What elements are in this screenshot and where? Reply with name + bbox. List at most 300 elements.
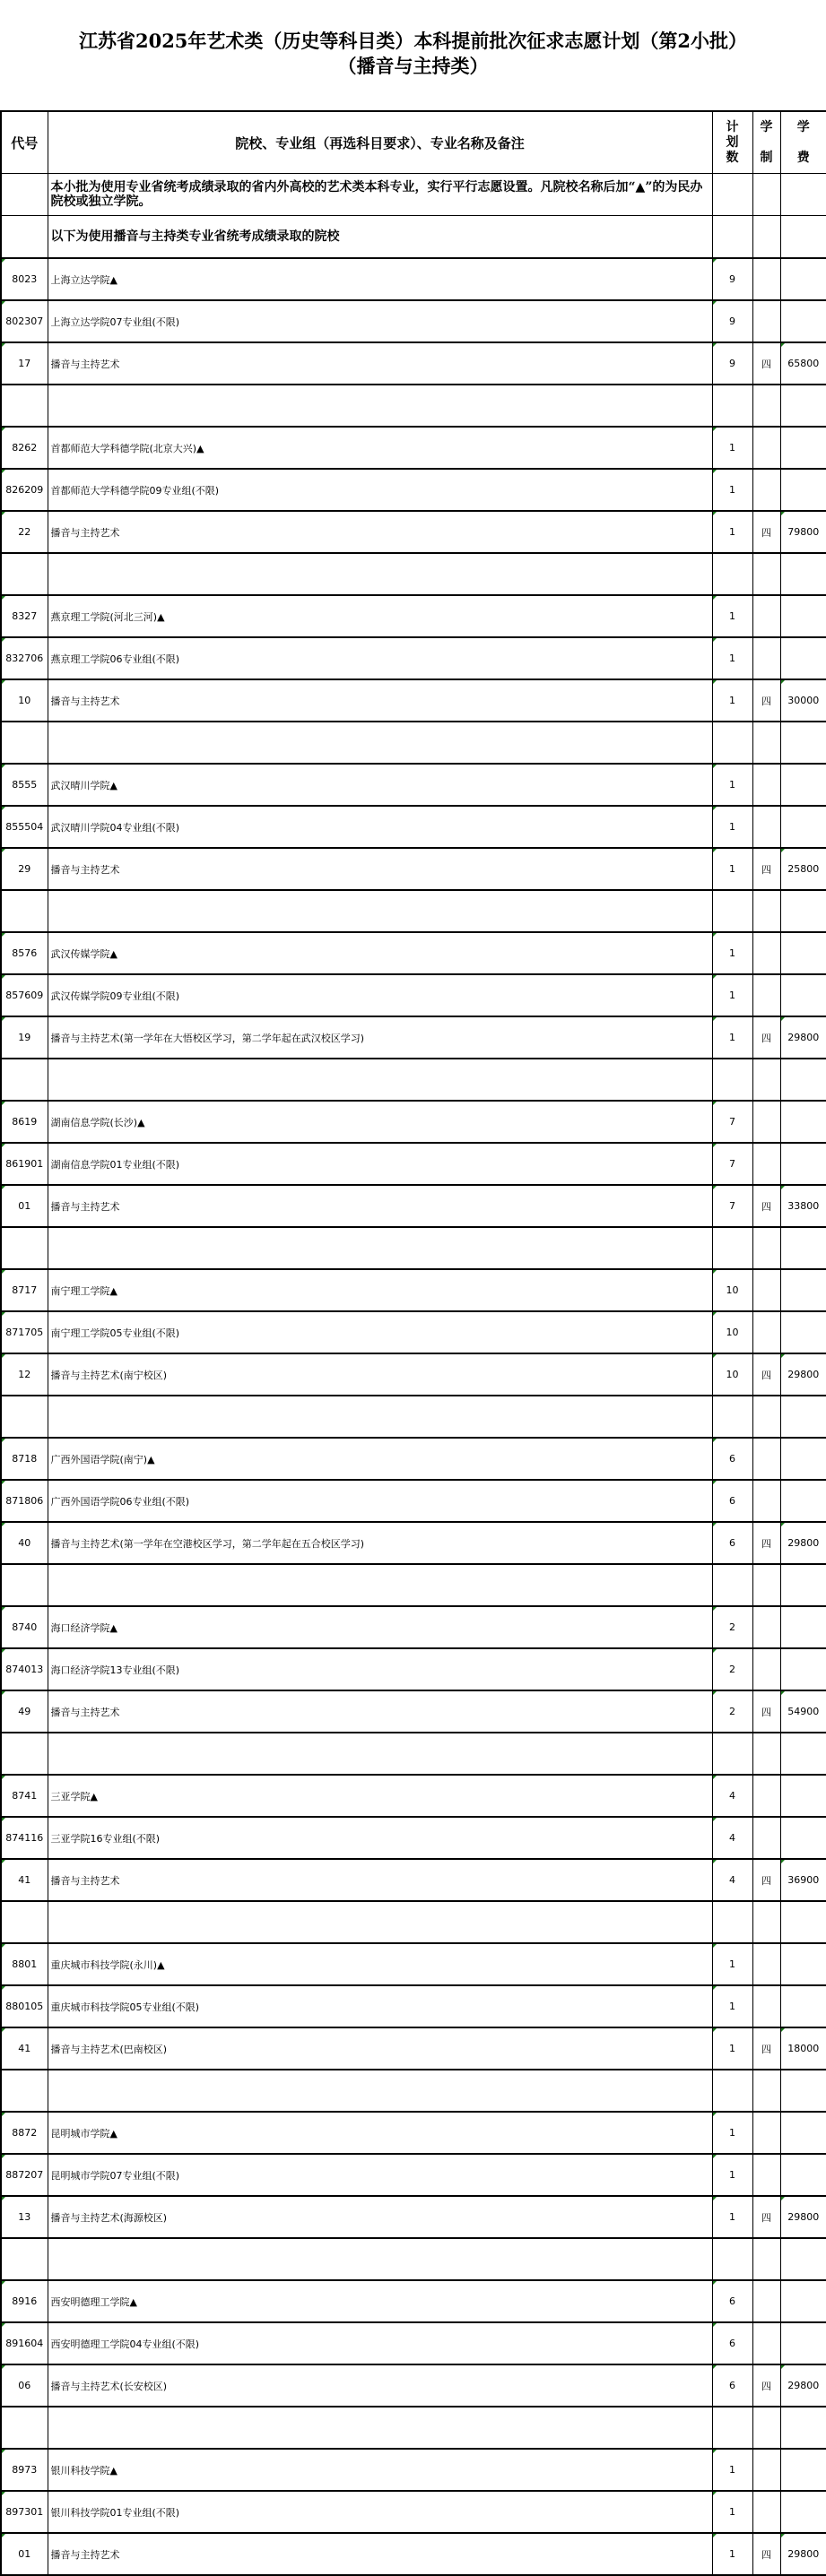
major-plan-text: 7 [729,1200,735,1212]
cell-flag-icon [2,1776,5,1779]
cell-flag-icon [2,2113,5,2116]
empty-cell [752,1648,780,1690]
group-code-text: 861901 [5,1158,44,1170]
empty-cell [752,2154,780,2196]
empty-cell [712,1901,752,1943]
spacer-row [1,890,826,932]
empty-cell [752,1143,780,1185]
group-code-text: 874013 [5,1664,44,1675]
group-name: 燕京理工学院06专业组(不限) [48,637,712,679]
school-plan [712,1775,752,1817]
cell-flag-icon [713,1818,717,1821]
cell-flag-icon [781,1860,785,1863]
school-plan-text: 7 [729,1116,735,1128]
major-fee-text: 30000 [787,695,820,706]
school-row [1,2112,826,2154]
empty-cell [752,258,780,300]
empty-cell [712,174,752,216]
empty-cell [712,553,752,595]
empty-cell [752,1101,780,1143]
cell-flag-icon [2,1354,5,1358]
major-plan-text: 1 [729,695,735,706]
cell-flag-icon [713,2281,717,2285]
empty-cell [752,1059,780,1101]
group-plan-text: 1 [729,653,735,664]
cell-flag-icon [713,1944,717,1948]
school-code [1,932,48,974]
group-row [1,1817,826,1859]
school-name: 首都师范大学科德学院(北京大兴)▲ [48,427,712,469]
group-name: 三亚学院16专业组(不限) [48,1817,712,1859]
empty-cell [752,2238,780,2280]
empty-cell [780,385,826,427]
school-code-text: 8740 [12,1621,38,1633]
school-row [1,1606,826,1648]
header-fee [780,111,826,174]
major-duration: 四 [752,2196,780,2238]
group-plan [712,1648,752,1690]
school-code-text: 8619 [12,1116,38,1128]
group-plan [712,469,752,511]
major-code [1,2533,48,2575]
major-duration: 四 [752,1690,780,1733]
cell-flag-icon [2,1986,5,1990]
cell-flag-icon [713,343,717,347]
spacer-row [1,1733,826,1775]
header-plan [712,111,752,174]
cell-flag-icon [2,1481,5,1484]
major-name: 播音与主持艺术(南宁校区) [48,1353,712,1396]
major-plan-text: 1 [729,2548,735,2560]
group-row [1,637,826,679]
major-row [1,342,826,385]
school-code-text: 8327 [12,610,38,622]
empty-cell [752,300,780,342]
empty-cell [780,932,826,974]
school-plan [712,595,752,637]
major-fee [780,511,826,553]
empty-cell [780,1143,826,1185]
cell-flag-icon [781,1354,785,1358]
cell-flag-icon [2,1944,5,1948]
school-plan [712,2112,752,2154]
major-code [1,2196,48,2238]
empty-cell [780,1480,826,1522]
school-plan-text: 1 [729,2464,735,2476]
major-fee [780,679,826,722]
school-code-text: 8916 [12,2295,38,2307]
group-code [1,2491,48,2533]
group-code [1,1480,48,1522]
major-plan-text: 9 [729,358,735,369]
group-name: 海口经济学院13专业组(不限) [48,1648,712,1690]
empty-cell [780,1564,826,1606]
cell-flag-icon [2,2534,5,2537]
cell-flag-icon [713,2450,717,2453]
major-fee-text: 29800 [787,2211,820,2223]
empty-cell [780,722,826,764]
major-code-text: 01 [18,2548,31,2560]
cell-flag-icon [713,638,717,642]
major-row [1,1690,826,1733]
empty-cell [780,1438,826,1480]
group-code-text: 832706 [5,653,44,664]
school-name: 上海立达学院▲ [48,258,712,300]
school-code [1,1775,48,1817]
cell-flag-icon [781,1691,785,1695]
school-plan-text: 6 [729,1453,735,1465]
empty-cell [48,1396,712,1438]
major-name: 播音与主持艺术 [48,1859,712,1901]
school-row [1,764,826,806]
major-plan-text: 1 [729,2043,735,2054]
empty-cell [712,1733,752,1775]
cell-flag-icon [781,2365,785,2369]
cell-flag-icon [713,2323,717,2327]
school-code-text: 8717 [12,1284,38,1296]
empty-cell [780,2491,826,2533]
intro-note-row [1,174,826,216]
cell-flag-icon [713,933,717,937]
empty-cell [780,806,826,848]
empty-cell [1,385,48,427]
empty-cell [48,722,712,764]
cell-flag-icon [713,301,717,305]
cell-flag-icon [2,470,5,473]
group-code [1,1311,48,1353]
major-plan [712,2196,752,2238]
cell-flag-icon [2,1270,5,1274]
major-fee-text: 79800 [787,526,820,538]
school-row [1,1269,826,1311]
empty-cell [780,890,826,932]
school-plan [712,1269,752,1311]
major-row [1,1522,826,1564]
empty-cell [712,1564,752,1606]
empty-cell [752,1775,780,1817]
major-fee [780,1353,826,1396]
empty-cell [752,1985,780,2027]
major-row [1,679,826,722]
cell-flag-icon [781,680,785,684]
empty-cell [48,1901,712,1943]
empty-cell [752,932,780,974]
empty-cell [752,2070,780,2112]
group-row [1,469,826,511]
cell-flag-icon [713,1439,717,1442]
school-plan [712,258,752,300]
cell-flag-icon [713,1523,717,1526]
spacer-row [1,1227,826,1269]
major-fee-text: 29800 [787,1032,820,1043]
school-code-text: 8741 [12,1790,38,1802]
major-fee-text: 29800 [787,1537,820,1549]
cell-flag-icon [2,343,5,347]
header-name: 院校、专业组（再选科目要求）、专业名称及备注 [48,111,712,174]
major-fee [780,1859,826,1901]
cell-flag-icon [2,2450,5,2453]
school-code-text: 8023 [12,273,38,285]
empty-cell [1,1227,48,1269]
major-code [1,848,48,890]
cell-flag-icon [2,680,5,684]
school-code [1,2280,48,2322]
group-code [1,2154,48,2196]
empty-cell [780,1059,826,1101]
spacer-row [1,1564,826,1606]
major-code-text: 49 [18,1706,31,1717]
empty-cell [780,764,826,806]
group-plan [712,637,752,679]
school-name: 广西外国语学院(南宁)▲ [48,1438,712,1480]
cell-flag-icon [713,428,717,431]
cell-flag-icon [713,1144,717,1147]
cell-flag-icon [781,512,785,515]
group-name: 广西外国语学院06专业组(不限) [48,1480,712,1522]
empty-cell [712,2238,752,2280]
empty-cell [712,722,752,764]
major-duration: 四 [752,1185,780,1227]
cell-flag-icon [713,470,717,473]
school-plan-text: 6 [729,2295,735,2307]
cell-flag-icon [713,512,717,515]
school-name: 武汉晴川学院▲ [48,764,712,806]
group-plan [712,2491,752,2533]
major-code-text: 41 [18,1874,31,1886]
group-code-text: 887207 [5,2169,44,2181]
group-code [1,1985,48,2027]
major-row [1,1859,826,1901]
cell-flag-icon [713,1649,717,1653]
cell-flag-icon [713,1481,717,1484]
major-fee [780,2027,826,2070]
cell-flag-icon [2,2281,5,2285]
cell-flag-icon [2,2365,5,2369]
major-plan-text: 1 [729,863,735,875]
cell-flag-icon [2,1186,5,1189]
school-code-text: 8718 [12,1453,38,1465]
cell-flag-icon [2,1860,5,1863]
group-plan [712,1480,752,1522]
group-plan-text: 9 [729,316,735,327]
school-name: 银川科技学院▲ [48,2449,712,2491]
major-fee [780,2533,826,2575]
group-row [1,1985,826,2027]
major-fee [780,342,826,385]
empty-cell [780,1396,826,1438]
empty-cell [780,553,826,595]
cell-flag-icon [2,2028,5,2032]
major-name: 播音与主持艺术(第一学年在空港校区学习，第二学年起在五合校区学习) [48,1522,712,1564]
school-code [1,1943,48,1985]
major-fee [780,848,826,890]
group-code [1,2322,48,2364]
group-code [1,1143,48,1185]
major-fee [780,1690,826,1733]
cell-flag-icon [2,2155,5,2158]
empty-cell [48,2407,712,2449]
empty-cell [780,427,826,469]
group-row [1,1480,826,1522]
major-row [1,511,826,553]
major-name: 播音与主持艺术 [48,1185,712,1227]
empty-cell [48,385,712,427]
cell-flag-icon [2,933,5,937]
major-code [1,2364,48,2407]
school-plan-text: 1 [729,1958,735,1970]
cell-flag-icon [713,1691,717,1695]
cell-flag-icon [2,2323,5,2327]
cell-flag-icon [2,807,5,810]
group-plan-text: 1 [729,2001,735,2012]
empty-cell [752,1396,780,1438]
group-plan [712,2154,752,2196]
empty-cell [780,1943,826,1985]
major-plan-text: 6 [729,2380,735,2391]
group-code [1,974,48,1016]
school-plan-text: 1 [729,779,735,791]
school-row [1,1438,826,1480]
major-code [1,342,48,385]
group-plan-text: 10 [726,1327,739,1338]
empty-cell [48,1564,712,1606]
group-plan-text: 1 [729,990,735,1001]
major-plan [712,679,752,722]
empty-cell [752,806,780,848]
major-name: 播音与主持艺术 [48,1690,712,1733]
cell-flag-icon [781,1523,785,1526]
section-note-row [1,216,826,259]
major-code [1,1522,48,1564]
empty-cell [712,1059,752,1101]
empty-cell [752,1606,780,1648]
major-duration: 四 [752,2533,780,2575]
major-fee-text: 29800 [787,2380,820,2391]
header-fee-label: 学费 [796,120,810,165]
major-fee-text: 65800 [787,358,820,369]
cell-flag-icon [781,2028,785,2032]
cell-flag-icon [713,2155,717,2158]
empty-cell [752,1227,780,1269]
cell-flag-icon [2,301,5,305]
cell-flag-icon [2,1607,5,1611]
group-name: 湖南信息学院01专业组(不限) [48,1143,712,1185]
school-plan [712,1438,752,1480]
group-name: 南宁理工学院05专业组(不限) [48,1311,712,1353]
empty-cell [712,890,752,932]
empty-cell [752,2280,780,2322]
school-plan-text: 1 [729,442,735,454]
cell-flag-icon [2,638,5,642]
empty-cell [1,553,48,595]
header-plan-label: 计划数 [726,119,739,165]
major-row [1,2533,826,2575]
spacer-row [1,2238,826,2280]
empty-cell [780,1101,826,1143]
major-plan [712,2027,752,2070]
major-row [1,1353,826,1396]
empty-cell [48,2070,712,2112]
empty-cell [1,2407,48,2449]
empty-cell [780,1227,826,1269]
major-fee-text: 36900 [787,1874,820,1886]
empty-cell [752,974,780,1016]
major-code-text: 19 [18,1032,31,1043]
major-plan-text: 6 [729,1537,735,1549]
group-plan [712,2322,752,2364]
group-name: 重庆城市科技学院05专业组(不限) [48,1985,712,2027]
major-duration: 四 [752,1353,780,1396]
major-name: 播音与主持艺术(长安校区) [48,2364,712,2407]
major-plan [712,1690,752,1733]
group-row [1,974,826,1016]
cell-flag-icon [713,2534,717,2537]
major-code-text: 12 [18,1369,31,1380]
group-plan-text: 2 [729,1664,735,1675]
major-fee-text: 18000 [787,2043,820,2054]
empty-cell [1,1396,48,1438]
school-code [1,2112,48,2154]
spacer-row [1,2070,826,2112]
group-plan [712,300,752,342]
school-row [1,2449,826,2491]
group-name: 武汉传媒学院09专业组(不限) [48,974,712,1016]
empty-cell [752,2407,780,2449]
empty-cell [752,1480,780,1522]
major-plan-text: 4 [729,1874,735,1886]
empty-cell [780,2449,826,2491]
group-row [1,806,826,848]
group-name: 西安明德理工学院04专业组(不限) [48,2322,712,2364]
cell-flag-icon [713,1102,717,1105]
school-name: 南宁理工学院▲ [48,1269,712,1311]
empty-cell [1,722,48,764]
page-title [0,29,826,79]
school-name: 海口经济学院▲ [48,1606,712,1648]
major-duration: 四 [752,679,780,722]
table-header-row [1,111,826,174]
group-code-text: 857609 [5,990,44,1001]
major-code [1,1016,48,1059]
group-code [1,300,48,342]
major-name: 播音与主持艺术 [48,342,712,385]
empty-cell [752,637,780,679]
cell-flag-icon [781,1017,785,1021]
empty-cell [752,1564,780,1606]
cell-flag-icon [2,1017,5,1021]
group-row [1,1311,826,1353]
major-code-text: 10 [18,695,31,706]
school-name: 昆明城市学院▲ [48,2112,712,2154]
major-code-text: 13 [18,2211,31,2223]
school-row [1,1775,826,1817]
cell-flag-icon [2,1818,5,1821]
empty-cell [780,1311,826,1353]
cell-flag-icon [2,1523,5,1526]
major-name: 播音与主持艺术 [48,679,712,722]
major-row [1,1016,826,1059]
cell-flag-icon [713,1607,717,1611]
group-plan-text: 1 [729,2506,735,2518]
school-code-text: 8801 [12,1958,38,1970]
empty-cell [780,2154,826,2196]
school-code-text: 8576 [12,947,38,959]
major-name: 播音与主持艺术 [48,511,712,553]
cell-flag-icon [713,1270,717,1274]
cell-flag-icon [781,849,785,852]
empty-cell [780,637,826,679]
school-code [1,2449,48,2491]
